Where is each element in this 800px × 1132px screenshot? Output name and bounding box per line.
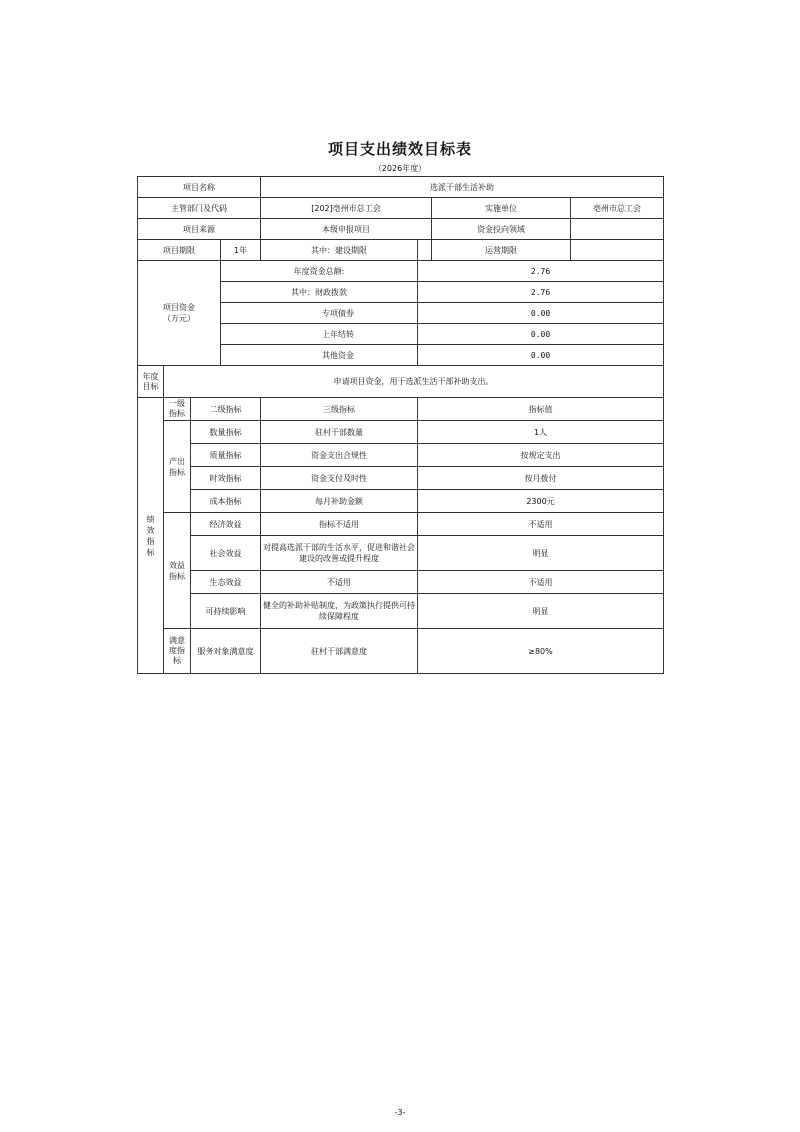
indicator-l3: 对提高选派干部的生活水平，促进和谐社会建设的改善或提升程度 [261, 536, 418, 571]
investment-area-value [571, 219, 664, 240]
indicator-value: 不适用 [418, 513, 664, 536]
operation-period-value [571, 240, 664, 261]
indicator-l2: 时效指标 [191, 467, 261, 490]
indicator-l3: 资金支付及时性 [261, 467, 418, 490]
annual-total-value: 2.76 [418, 261, 664, 282]
construction-period-label: 其中：建设期限 [261, 240, 418, 261]
indicator-l2: 质量指标 [191, 444, 261, 467]
indicator-l3: 每月补助金额 [261, 490, 418, 513]
period-value: 1年 [221, 240, 261, 261]
indicator-l3: 资金支出合规性 [261, 444, 418, 467]
carryover-value: 0.00 [418, 324, 664, 345]
indicator-value: 不适用 [418, 571, 664, 594]
construction-period-value [418, 240, 432, 261]
impl-unit-label: 实施单位 [432, 198, 571, 219]
indicator-value: ≥80% [418, 629, 664, 674]
indicator-value: 明显 [418, 536, 664, 571]
indicator-l3: 驻村干部满意度 [261, 629, 418, 674]
other-funds-label: 其他资金 [221, 345, 418, 366]
benefit-indicators-label: 效益 指标 [164, 513, 191, 629]
indicator-l2: 经济效益 [191, 513, 261, 536]
indicator-l2: 成本指标 [191, 490, 261, 513]
impl-unit-value: 亳州市总工会 [571, 198, 664, 219]
project-name-value: 选派干部生活补助 [261, 177, 664, 198]
indicator-l2: 社会效益 [191, 536, 261, 571]
level2-header: 二级指标 [191, 398, 261, 421]
period-label: 项目期限 [138, 240, 221, 261]
special-bond-value: 0.00 [418, 303, 664, 324]
indicator-l2: 服务对象满意度 [191, 629, 261, 674]
indicator-value: 1人 [418, 421, 664, 444]
funds-label: 项目资金 （万元） [138, 261, 221, 366]
page-title: 项目支出绩效目标表 [327, 140, 472, 158]
operation-period-label: 运营期限 [432, 240, 571, 261]
indicator-l3: 健全的补助补贴制度，为政策执行提供可持续保障程度 [261, 594, 418, 629]
annual-goal-value: 申请项目资金，用于选派生活干部补助支出。 [164, 366, 664, 398]
level1-header: 一级 指标 [164, 398, 191, 421]
indicator-l3: 驻村干部数量 [261, 421, 418, 444]
satisfaction-indicators-label: 满意 度指 标 [164, 629, 191, 674]
indicator-value: 按规定支出 [418, 444, 664, 467]
indicator-value: 2300元 [418, 490, 664, 513]
value-header: 指标值 [418, 398, 664, 421]
source-label: 项目来源 [138, 219, 261, 240]
indicator-l2: 可持续影响 [191, 594, 261, 629]
other-funds-value: 0.00 [418, 345, 664, 366]
indicator-value: 按月拨付 [418, 467, 664, 490]
fiscal-value: 2.76 [418, 282, 664, 303]
perf-indicators-label: 绩 效 指 标 [138, 398, 164, 674]
fiscal-label: 其中：财政拨款 [221, 282, 418, 303]
page-number: -3- [394, 1108, 406, 1117]
level3-header: 三级指标 [261, 398, 418, 421]
carryover-label: 上年结转 [221, 324, 418, 345]
performance-target-table [137, 176, 664, 674]
dept-value: [202]亳州市总工会 [261, 198, 432, 219]
annual-goal-label: 年度 目标 [138, 366, 164, 398]
output-indicators-label: 产出 指标 [164, 421, 191, 513]
indicator-l3: 指标不适用 [261, 513, 418, 536]
special-bond-label: 专项债券 [221, 303, 418, 324]
indicator-l2: 数量指标 [191, 421, 261, 444]
project-name-label: 项目名称 [138, 177, 261, 198]
source-value: 本级申报项目 [261, 219, 432, 240]
fiscal-year: （2026年度） [373, 164, 427, 173]
investment-area-label: 资金投向领域 [432, 219, 571, 240]
indicator-l3: 不适用 [261, 571, 418, 594]
indicator-l2: 生态效益 [191, 571, 261, 594]
indicator-value: 明显 [418, 594, 664, 629]
annual-total-label: 年度资金总额: [221, 261, 418, 282]
dept-label: 主管部门及代码 [138, 198, 261, 219]
